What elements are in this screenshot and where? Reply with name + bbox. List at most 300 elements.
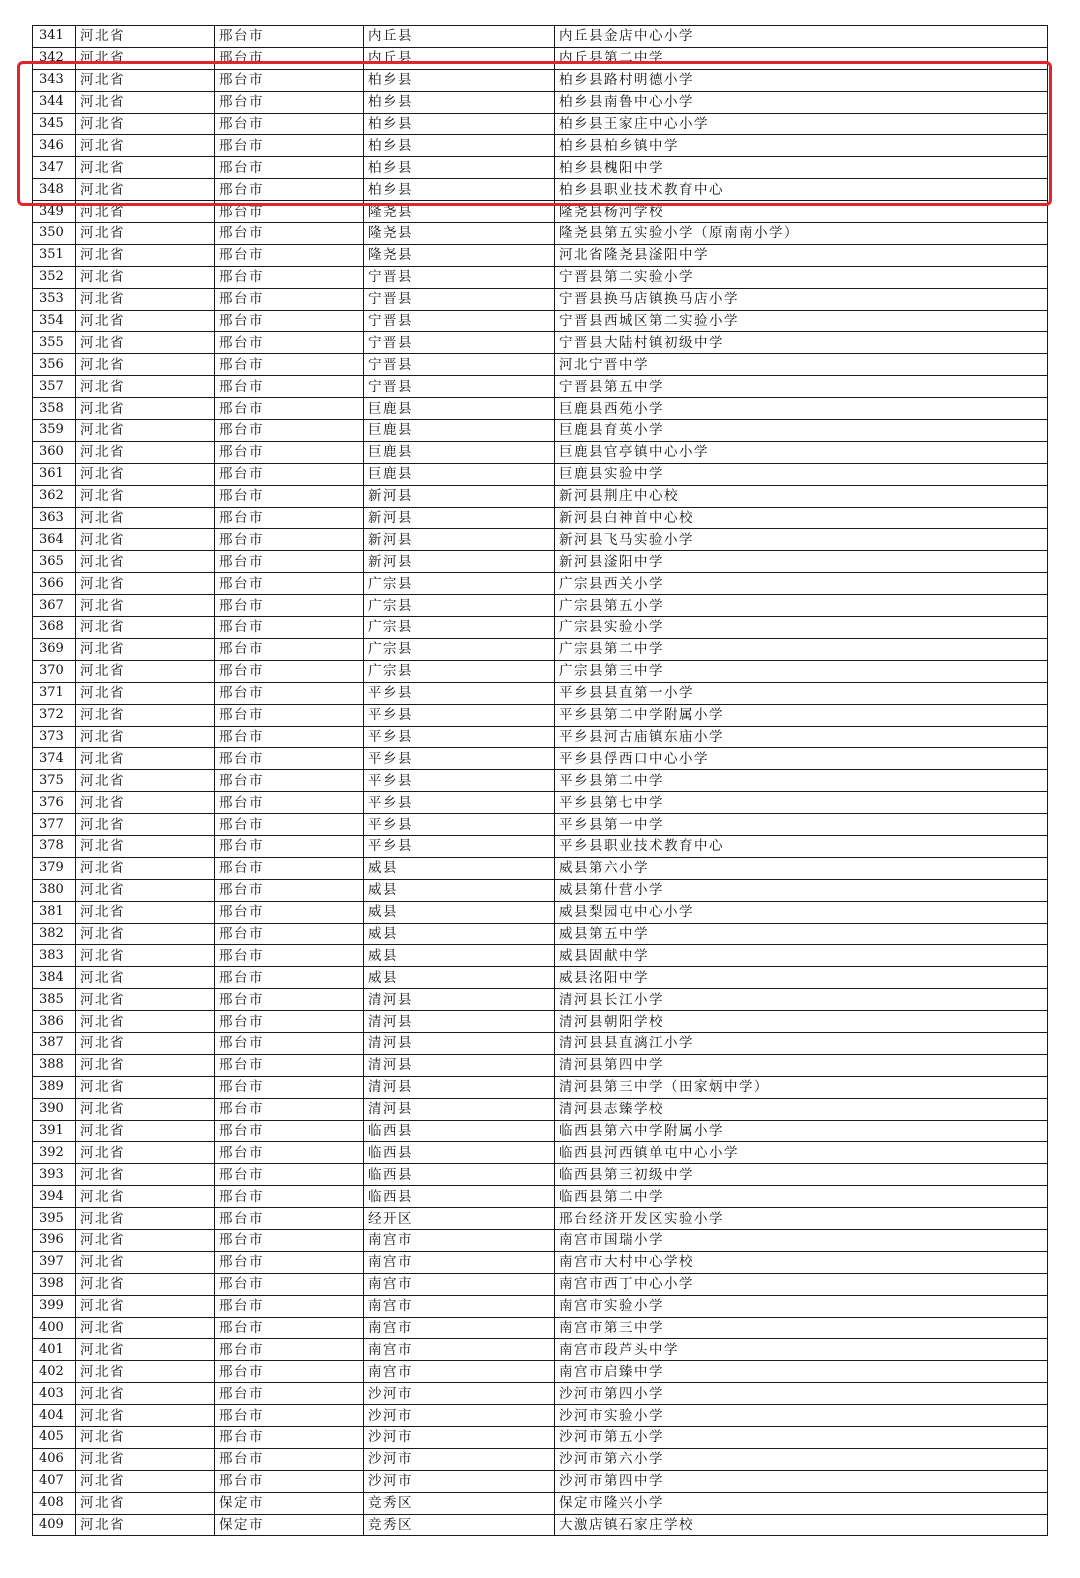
- city-cell: 邢台市: [215, 1295, 364, 1317]
- city-cell: 邢台市: [215, 573, 364, 595]
- county-cell: 隆尧县: [364, 244, 555, 266]
- row-number-cell: 409: [33, 1514, 76, 1536]
- table-row: [33, 398, 1048, 420]
- table-row: [33, 1120, 1048, 1142]
- row-number-cell: 346: [33, 135, 76, 157]
- school-name-cell: 平乡县河古庙镇东庙小学: [555, 726, 1048, 748]
- table-row: [33, 485, 1048, 507]
- city-cell: 邢台市: [215, 179, 364, 201]
- row-number-cell: 341: [33, 26, 76, 48]
- school-name-cell: 宁晋县第五中学: [555, 376, 1048, 398]
- school-name-cell: 宁晋县第二实验小学: [555, 266, 1048, 288]
- county-cell: 沙河市: [364, 1427, 555, 1449]
- county-cell: 广宗县: [364, 617, 555, 639]
- county-cell: 清河县: [364, 1032, 555, 1054]
- county-cell: 竞秀区: [364, 1492, 555, 1514]
- table-row: [33, 310, 1048, 332]
- county-cell: 沙河市: [364, 1448, 555, 1470]
- table-row: [33, 1405, 1048, 1427]
- province-cell: 河北省: [76, 1405, 215, 1427]
- table-row: [33, 463, 1048, 485]
- row-number-cell: 354: [33, 310, 76, 332]
- city-cell: 邢台市: [215, 638, 364, 660]
- province-cell: 河北省: [76, 485, 215, 507]
- school-name-cell: 沙河市实验小学: [555, 1405, 1048, 1427]
- province-cell: 河北省: [76, 1448, 215, 1470]
- row-number-cell: 399: [33, 1295, 76, 1317]
- city-cell: 邢台市: [215, 441, 364, 463]
- province-cell: 河北省: [76, 1339, 215, 1361]
- city-cell: 邢台市: [215, 814, 364, 836]
- table-row: [33, 989, 1048, 1011]
- city-cell: 保定市: [215, 1492, 364, 1514]
- school-name-cell: 平乡县第一中学: [555, 814, 1048, 836]
- province-cell: 河北省: [76, 1164, 215, 1186]
- row-number-cell: 400: [33, 1317, 76, 1339]
- school-name-cell: 河北省隆尧县滏阳中学: [555, 244, 1048, 266]
- city-cell: 邢台市: [215, 376, 364, 398]
- province-cell: 河北省: [76, 332, 215, 354]
- row-number-cell: 387: [33, 1032, 76, 1054]
- province-cell: 河北省: [76, 1142, 215, 1164]
- row-number-cell: 376: [33, 792, 76, 814]
- row-number-cell: 360: [33, 441, 76, 463]
- county-cell: 平乡县: [364, 835, 555, 857]
- province-cell: 河北省: [76, 310, 215, 332]
- table-row: [33, 1514, 1048, 1536]
- province-cell: 河北省: [76, 441, 215, 463]
- row-number-cell: 401: [33, 1339, 76, 1361]
- city-cell: 邢台市: [215, 1098, 364, 1120]
- city-cell: 邢台市: [215, 91, 364, 113]
- school-list-table: [32, 25, 1048, 1536]
- row-number-cell: 380: [33, 879, 76, 901]
- row-number-cell: 348: [33, 179, 76, 201]
- county-cell: 临西县: [364, 1186, 555, 1208]
- school-name-cell: 临西县第六中学附属小学: [555, 1120, 1048, 1142]
- row-number-cell: 384: [33, 967, 76, 989]
- table-row: [33, 1273, 1048, 1295]
- province-cell: 河北省: [76, 1076, 215, 1098]
- row-number-cell: 347: [33, 157, 76, 179]
- county-cell: 柏乡县: [364, 91, 555, 113]
- table-row: [33, 69, 1048, 91]
- table-row: [33, 1295, 1048, 1317]
- county-cell: 清河县: [364, 1098, 555, 1120]
- school-name-cell: 新河县滏阳中学: [555, 551, 1048, 573]
- row-number-cell: 345: [33, 113, 76, 135]
- school-name-cell: 广宗县第五小学: [555, 595, 1048, 617]
- city-cell: 邢台市: [215, 945, 364, 967]
- county-cell: 广宗县: [364, 573, 555, 595]
- city-cell: 邢台市: [215, 288, 364, 310]
- row-number-cell: 372: [33, 704, 76, 726]
- city-cell: 邢台市: [215, 1427, 364, 1449]
- province-cell: 河北省: [76, 682, 215, 704]
- row-number-cell: 386: [33, 1011, 76, 1033]
- province-cell: 河北省: [76, 1011, 215, 1033]
- row-number-cell: 398: [33, 1273, 76, 1295]
- table-row: [33, 1427, 1048, 1449]
- school-name-cell: 威县第什营小学: [555, 879, 1048, 901]
- county-cell: 南宫市: [364, 1317, 555, 1339]
- city-cell: 邢台市: [215, 1076, 364, 1098]
- province-cell: 河北省: [76, 792, 215, 814]
- row-number-cell: 385: [33, 989, 76, 1011]
- table-row: [33, 1361, 1048, 1383]
- row-number-cell: 395: [33, 1208, 76, 1230]
- province-cell: 河北省: [76, 814, 215, 836]
- county-cell: 平乡县: [364, 682, 555, 704]
- city-cell: 邢台市: [215, 354, 364, 376]
- city-cell: 邢台市: [215, 617, 364, 639]
- table-row: [33, 1251, 1048, 1273]
- school-name-cell: 柏乡县王家庄中心小学: [555, 113, 1048, 135]
- county-cell: 沙河市: [364, 1383, 555, 1405]
- table-row: [33, 1317, 1048, 1339]
- province-cell: 河北省: [76, 704, 215, 726]
- county-cell: 平乡县: [364, 792, 555, 814]
- city-cell: 邢台市: [215, 201, 364, 223]
- row-number-cell: 361: [33, 463, 76, 485]
- city-cell: 邢台市: [215, 69, 364, 91]
- county-cell: 巨鹿县: [364, 420, 555, 442]
- row-number-cell: 369: [33, 638, 76, 660]
- county-cell: 柏乡县: [364, 69, 555, 91]
- school-name-cell: 新河县飞马实验小学: [555, 529, 1048, 551]
- province-cell: 河北省: [76, 354, 215, 376]
- school-name-cell: 广宗县西关小学: [555, 573, 1048, 595]
- table-row: [33, 573, 1048, 595]
- school-name-cell: 巨鹿县西苑小学: [555, 398, 1048, 420]
- county-cell: 南宫市: [364, 1361, 555, 1383]
- row-number-cell: 404: [33, 1405, 76, 1427]
- city-cell: 邢台市: [215, 1339, 364, 1361]
- table-row: [33, 660, 1048, 682]
- city-cell: 邢台市: [215, 835, 364, 857]
- county-cell: 临西县: [364, 1120, 555, 1142]
- county-cell: 宁晋县: [364, 310, 555, 332]
- school-name-cell: 平乡县第二中学附属小学: [555, 704, 1048, 726]
- province-cell: 河北省: [76, 1032, 215, 1054]
- province-cell: 河北省: [76, 748, 215, 770]
- row-number-cell: 367: [33, 595, 76, 617]
- city-cell: 邢台市: [215, 748, 364, 770]
- city-cell: 邢台市: [215, 1383, 364, 1405]
- city-cell: 邢台市: [215, 266, 364, 288]
- school-name-cell: 河北宁晋中学: [555, 354, 1048, 376]
- school-name-cell: 沙河市第六小学: [555, 1448, 1048, 1470]
- province-cell: 河北省: [76, 91, 215, 113]
- row-number-cell: 356: [33, 354, 76, 376]
- province-cell: 河北省: [76, 1383, 215, 1405]
- school-name-cell: 巨鹿县实验中学: [555, 463, 1048, 485]
- school-name-cell: 内丘县第二中学: [555, 47, 1048, 69]
- school-name-cell: 柏乡县槐阳中学: [555, 157, 1048, 179]
- province-cell: 河北省: [76, 47, 215, 69]
- table-row: [33, 901, 1048, 923]
- city-cell: 邢台市: [215, 529, 364, 551]
- table-row: [33, 704, 1048, 726]
- city-cell: 邢台市: [215, 857, 364, 879]
- row-number-cell: 355: [33, 332, 76, 354]
- county-cell: 南宫市: [364, 1339, 555, 1361]
- county-cell: 宁晋县: [364, 266, 555, 288]
- city-cell: 邢台市: [215, 244, 364, 266]
- table-row: [33, 179, 1048, 201]
- row-number-cell: 352: [33, 266, 76, 288]
- county-cell: 威县: [364, 879, 555, 901]
- county-cell: 威县: [364, 967, 555, 989]
- city-cell: 邢台市: [215, 901, 364, 923]
- school-name-cell: 隆尧县杨河学校: [555, 201, 1048, 223]
- school-name-cell: 南宫市段芦头中学: [555, 1339, 1048, 1361]
- row-number-cell: 382: [33, 923, 76, 945]
- row-number-cell: 383: [33, 945, 76, 967]
- province-cell: 河北省: [76, 463, 215, 485]
- row-number-cell: 390: [33, 1098, 76, 1120]
- city-cell: 邢台市: [215, 1251, 364, 1273]
- county-cell: 沙河市: [364, 1405, 555, 1427]
- city-cell: 邢台市: [215, 1011, 364, 1033]
- province-cell: 河北省: [76, 923, 215, 945]
- row-number-cell: 364: [33, 529, 76, 551]
- province-cell: 河北省: [76, 398, 215, 420]
- province-cell: 河北省: [76, 835, 215, 857]
- school-name-cell: 南宫市第三中学: [555, 1317, 1048, 1339]
- county-cell: 广宗县: [364, 638, 555, 660]
- province-cell: 河北省: [76, 551, 215, 573]
- school-name-cell: 新河县荆庄中心校: [555, 485, 1048, 507]
- city-cell: 邢台市: [215, 310, 364, 332]
- city-cell: 保定市: [215, 1514, 364, 1536]
- row-number-cell: 374: [33, 748, 76, 770]
- city-cell: 邢台市: [215, 1054, 364, 1076]
- county-cell: 广宗县: [364, 595, 555, 617]
- table-row: [33, 529, 1048, 551]
- table-row: [33, 1076, 1048, 1098]
- county-cell: 巨鹿县: [364, 398, 555, 420]
- row-number-cell: 368: [33, 617, 76, 639]
- table-row: [33, 26, 1048, 48]
- table-row: [33, 748, 1048, 770]
- county-cell: 柏乡县: [364, 135, 555, 157]
- table-row: [33, 157, 1048, 179]
- row-number-cell: 342: [33, 47, 76, 69]
- province-cell: 河北省: [76, 223, 215, 245]
- table-row: [33, 420, 1048, 442]
- province-cell: 河北省: [76, 901, 215, 923]
- table-row: [33, 1229, 1048, 1251]
- city-cell: 邢台市: [215, 923, 364, 945]
- table-row: [33, 354, 1048, 376]
- school-name-cell: 柏乡县南鲁中心小学: [555, 91, 1048, 113]
- county-cell: 宁晋县: [364, 288, 555, 310]
- table-row: [33, 1208, 1048, 1230]
- school-name-cell: 沙河市第五小学: [555, 1427, 1048, 1449]
- county-cell: 威县: [364, 901, 555, 923]
- school-name-cell: 宁晋县换马店镇换马店小学: [555, 288, 1048, 310]
- row-number-cell: 363: [33, 507, 76, 529]
- row-number-cell: 393: [33, 1164, 76, 1186]
- province-cell: 河北省: [76, 1186, 215, 1208]
- school-name-cell: 广宗县第三中学: [555, 660, 1048, 682]
- province-cell: 河北省: [76, 945, 215, 967]
- table-row: [33, 1054, 1048, 1076]
- table-row: [33, 1339, 1048, 1361]
- province-cell: 河北省: [76, 1054, 215, 1076]
- table-row: [33, 617, 1048, 639]
- school-name-cell: 新河县白神首中心校: [555, 507, 1048, 529]
- table-body: [33, 26, 1048, 1536]
- school-name-cell: 临西县第二中学: [555, 1186, 1048, 1208]
- row-number-cell: 373: [33, 726, 76, 748]
- city-cell: 邢台市: [215, 726, 364, 748]
- province-cell: 河北省: [76, 726, 215, 748]
- row-number-cell: 344: [33, 91, 76, 113]
- row-number-cell: 375: [33, 770, 76, 792]
- province-cell: 河北省: [76, 113, 215, 135]
- row-number-cell: 408: [33, 1492, 76, 1514]
- school-name-cell: 清河县长江小学: [555, 989, 1048, 1011]
- row-number-cell: 379: [33, 857, 76, 879]
- province-cell: 河北省: [76, 1295, 215, 1317]
- row-number-cell: 353: [33, 288, 76, 310]
- county-cell: 清河县: [364, 1076, 555, 1098]
- county-cell: 清河县: [364, 989, 555, 1011]
- school-name-cell: 清河县第三中学（田家炳中学）: [555, 1076, 1048, 1098]
- table-row: [33, 1032, 1048, 1054]
- row-number-cell: 371: [33, 682, 76, 704]
- city-cell: 邢台市: [215, 1470, 364, 1492]
- school-name-cell: 清河县朝阳学校: [555, 1011, 1048, 1033]
- province-cell: 河北省: [76, 617, 215, 639]
- city-cell: 邢台市: [215, 1186, 364, 1208]
- school-name-cell: 南宫市大村中心学校: [555, 1251, 1048, 1273]
- row-number-cell: 391: [33, 1120, 76, 1142]
- province-cell: 河北省: [76, 288, 215, 310]
- county-cell: 隆尧县: [364, 201, 555, 223]
- school-name-cell: 巨鹿县育英小学: [555, 420, 1048, 442]
- table-row: [33, 507, 1048, 529]
- county-cell: 内丘县: [364, 47, 555, 69]
- row-number-cell: 378: [33, 835, 76, 857]
- row-number-cell: 392: [33, 1142, 76, 1164]
- school-name-cell: 宁晋县大陆村镇初级中学: [555, 332, 1048, 354]
- county-cell: 平乡县: [364, 770, 555, 792]
- table-row: [33, 726, 1048, 748]
- county-cell: 平乡县: [364, 726, 555, 748]
- table-row: [33, 332, 1048, 354]
- table-row: [33, 792, 1048, 814]
- province-cell: 河北省: [76, 1251, 215, 1273]
- county-cell: 威县: [364, 945, 555, 967]
- city-cell: 邢台市: [215, 879, 364, 901]
- city-cell: 邢台市: [215, 135, 364, 157]
- city-cell: 邢台市: [215, 507, 364, 529]
- table-row: [33, 923, 1048, 945]
- province-cell: 河北省: [76, 1427, 215, 1449]
- school-name-cell: 沙河市第四小学: [555, 1383, 1048, 1405]
- province-cell: 河北省: [76, 857, 215, 879]
- province-cell: 河北省: [76, 595, 215, 617]
- row-number-cell: 388: [33, 1054, 76, 1076]
- school-name-cell: 清河县县直漓江小学: [555, 1032, 1048, 1054]
- table-row: [33, 1492, 1048, 1514]
- school-name-cell: 邢台经济开发区实验小学: [555, 1208, 1048, 1230]
- table-row: [33, 1470, 1048, 1492]
- province-cell: 河北省: [76, 157, 215, 179]
- province-cell: 河北省: [76, 1273, 215, 1295]
- county-cell: 柏乡县: [364, 113, 555, 135]
- county-cell: 临西县: [364, 1164, 555, 1186]
- county-cell: 清河县: [364, 1011, 555, 1033]
- table-row: [33, 1142, 1048, 1164]
- province-cell: 河北省: [76, 1120, 215, 1142]
- table-row: [33, 1186, 1048, 1208]
- province-cell: 河北省: [76, 1492, 215, 1514]
- province-cell: 河北省: [76, 1470, 215, 1492]
- province-cell: 河北省: [76, 376, 215, 398]
- city-cell: 邢台市: [215, 1273, 364, 1295]
- province-cell: 河北省: [76, 879, 215, 901]
- row-number-cell: 403: [33, 1383, 76, 1405]
- county-cell: 宁晋县: [364, 376, 555, 398]
- province-cell: 河北省: [76, 201, 215, 223]
- city-cell: 邢台市: [215, 1208, 364, 1230]
- school-name-cell: 沙河市第四中学: [555, 1470, 1048, 1492]
- school-name-cell: 内丘县金店中心小学: [555, 26, 1048, 48]
- row-number-cell: 358: [33, 398, 76, 420]
- county-cell: 南宫市: [364, 1295, 555, 1317]
- city-cell: 邢台市: [215, 26, 364, 48]
- county-cell: 广宗县: [364, 660, 555, 682]
- table-row: [33, 1164, 1048, 1186]
- school-name-cell: 威县第六小学: [555, 857, 1048, 879]
- school-name-cell: 临西县河西镇单屯中心小学: [555, 1142, 1048, 1164]
- county-cell: 新河县: [364, 507, 555, 529]
- city-cell: 邢台市: [215, 1361, 364, 1383]
- province-cell: 河北省: [76, 244, 215, 266]
- school-name-cell: 清河县志臻学校: [555, 1098, 1048, 1120]
- school-name-cell: 大激店镇石家庄学校: [555, 1514, 1048, 1536]
- table-row: [33, 113, 1048, 135]
- county-cell: 隆尧县: [364, 223, 555, 245]
- city-cell: 邢台市: [215, 704, 364, 726]
- city-cell: 邢台市: [215, 1142, 364, 1164]
- county-cell: 新河县: [364, 529, 555, 551]
- province-cell: 河北省: [76, 507, 215, 529]
- city-cell: 邢台市: [215, 1317, 364, 1339]
- school-name-cell: 平乡县第二中学: [555, 770, 1048, 792]
- table-row: [33, 47, 1048, 69]
- table-row: [33, 835, 1048, 857]
- province-cell: 河北省: [76, 1098, 215, 1120]
- table-row: [33, 288, 1048, 310]
- province-cell: 河北省: [76, 638, 215, 660]
- county-cell: 巨鹿县: [364, 463, 555, 485]
- row-number-cell: 357: [33, 376, 76, 398]
- table-row: [33, 857, 1048, 879]
- county-cell: 平乡县: [364, 704, 555, 726]
- county-cell: 经开区: [364, 1208, 555, 1230]
- school-name-cell: 平乡县县直第一小学: [555, 682, 1048, 704]
- school-name-cell: 南宫市实验小学: [555, 1295, 1048, 1317]
- city-cell: 邢台市: [215, 1405, 364, 1427]
- province-cell: 河北省: [76, 179, 215, 201]
- county-cell: 平乡县: [364, 814, 555, 836]
- city-cell: 邢台市: [215, 967, 364, 989]
